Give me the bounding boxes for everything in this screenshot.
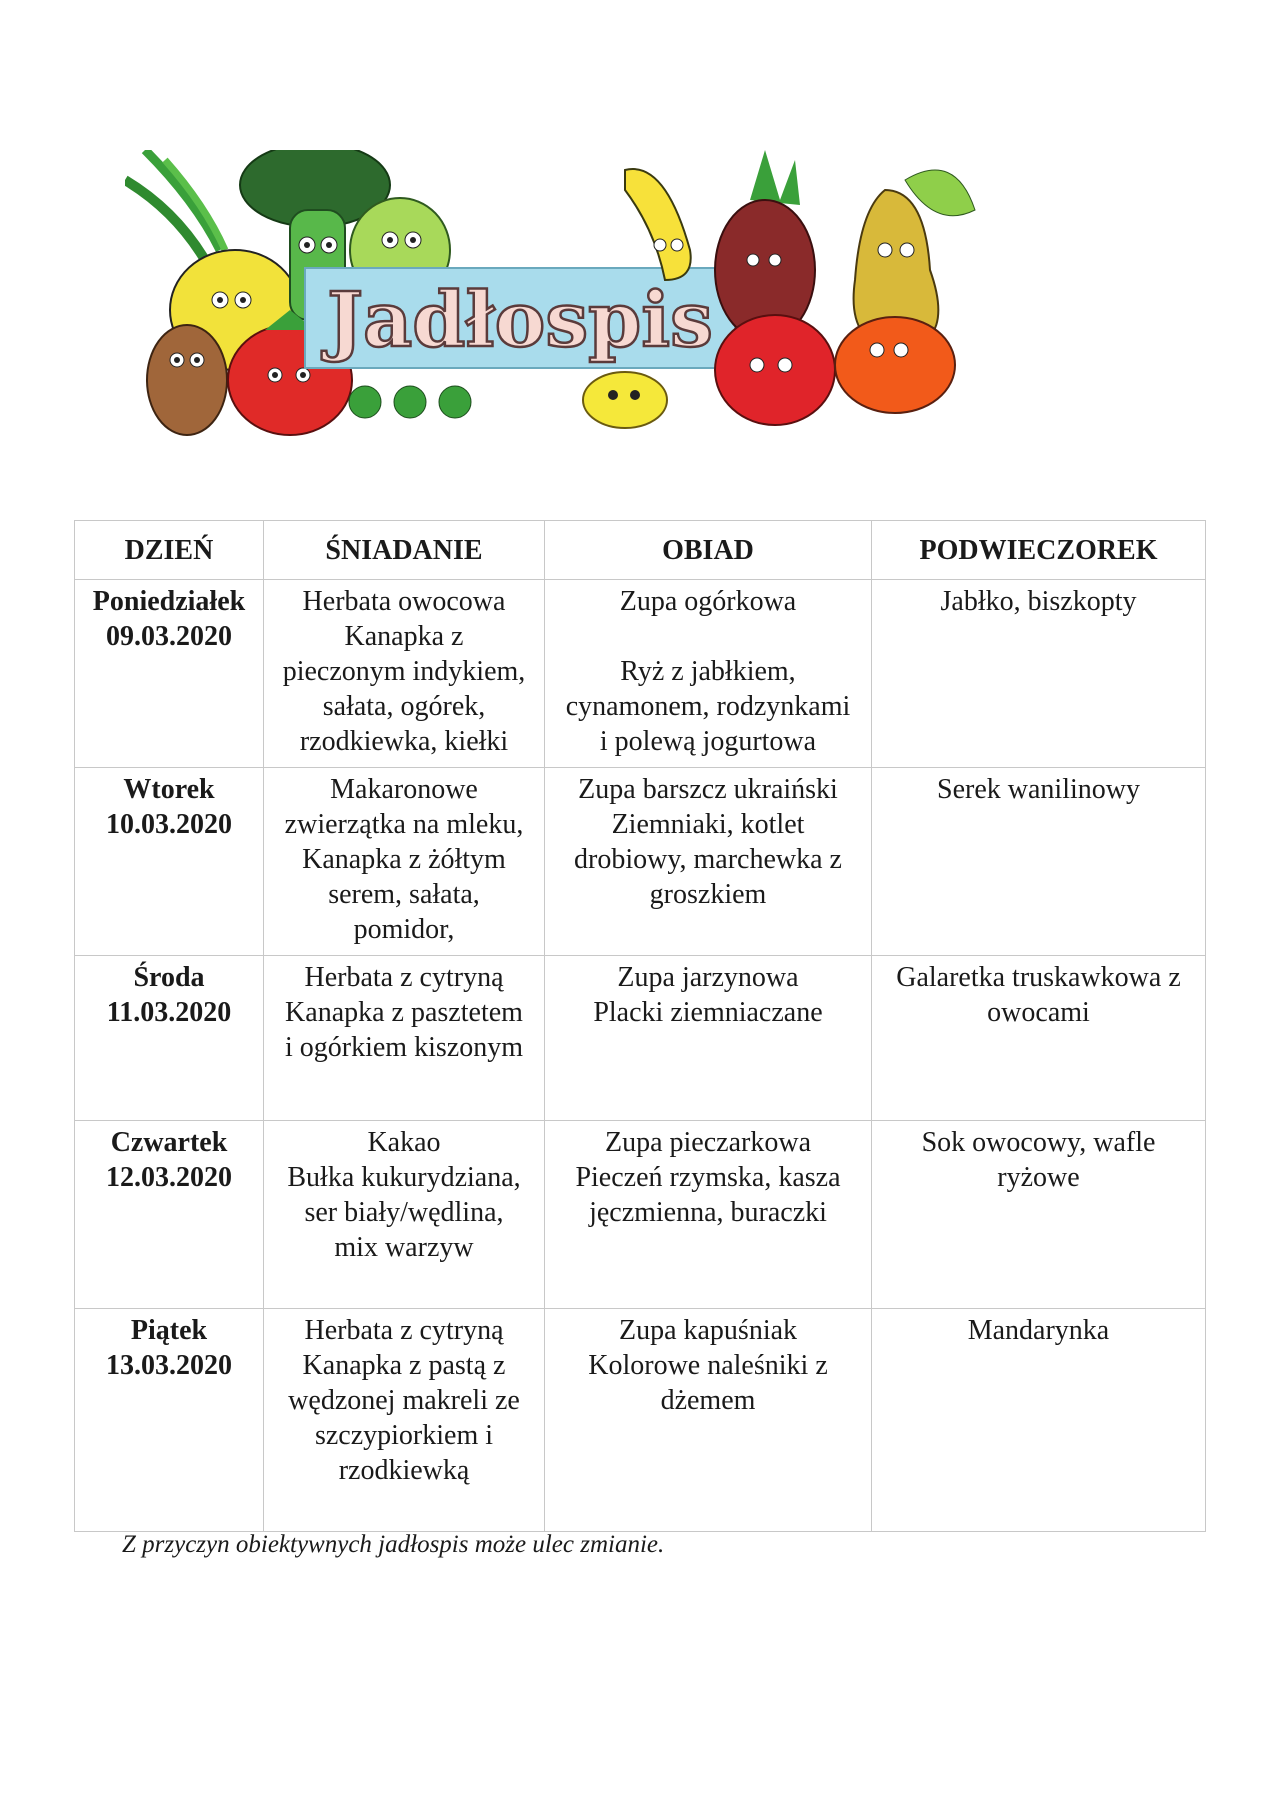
breakfast-line: Kanapka z pasztetem [285,997,523,1028]
breakfast-line: szczypiorkiem i [314,1420,494,1451]
lunch-line: i polewą jogurtowa [599,726,817,757]
breakfast-line: pieczonym indykiem, [282,656,526,687]
lunch-line: jęczmienna, buraczki [589,1197,827,1228]
menu-footnote: Z przyczyn obiektywnych jadłospis może ulec zmianie. [122,1531,665,1558]
header-lunch: OBIAD [545,521,872,580]
breakfast-cell [264,956,545,1121]
snack-cell [872,1121,1206,1309]
lunch-line: dżemem [660,1385,756,1416]
day-date: 10.03.2020 [106,809,232,840]
snack-cell [872,580,1206,768]
lunch-line: Ryż z jabłkiem, [620,656,796,687]
breakfast-line: Kakao [367,1127,441,1158]
breakfast-line: Makaronowe [330,774,478,805]
orange-illustration [835,317,955,413]
header-snack: PODWIECZOREK [872,521,1206,580]
lunch-line: Zupa barszcz ukraiński [578,774,838,805]
breakfast-line: Kanapka z [344,621,464,652]
lunch-line: Zupa ogórkowa [619,586,797,617]
breakfast-line: rzodkiewką [338,1455,470,1486]
breakfast-line: Kanapka z pastą z [302,1350,506,1381]
snack-line: Sok owocowy, wafle [921,1127,1156,1158]
breakfast-line: sałata, ogórek, [322,691,486,722]
table-row [75,1309,1206,1532]
breakfast-line: Bułka kukurydziana, [287,1162,521,1193]
breakfast-line: zwierzątka na mleku, [284,809,524,840]
lunch-line: Ziemniaki, kotlet [611,809,805,840]
day-cell [75,768,264,956]
day-date: 11.03.2020 [106,997,232,1028]
day-cell [75,956,264,1121]
day-name: Czwartek [110,1127,228,1158]
snack-line: ryżowe [997,1162,1080,1193]
header-day: DZIEŃ [75,521,264,580]
snack-cell [872,1309,1206,1532]
lunch-line: Zupa jarzynowa [617,962,799,993]
lunch-cell [545,1309,872,1532]
day-name: Środa [133,962,205,993]
breakfast-cell [264,768,545,956]
breakfast-line: wędzonej makreli ze [288,1385,520,1416]
apple-illustration [715,315,835,425]
lunch-line: cynamonem, rodzynkami [565,691,851,722]
snack-line: Galaretka truskawkowa z [896,962,1181,993]
breakfast-cell [264,1121,545,1309]
menu-table [74,520,1206,1532]
banana-illustration [625,169,691,280]
banner-title: Jadłospis [327,275,713,364]
breakfast-line: ser biały/wędlina, [304,1197,504,1228]
breakfast-cell [264,580,545,768]
lunch-line: Kolorowe naleśniki z [588,1350,828,1381]
lunch-line: Pieczeń rzymska, kasza [575,1162,841,1193]
fruit-vegetable-banner [125,150,1085,480]
snack-line: Mandarynka [967,1315,1110,1346]
peas-illustration [349,386,471,418]
snack-line: Jabłko, biszkopty [940,586,1137,617]
day-name: Wtorek [123,774,215,805]
lunch-cell [545,1121,872,1309]
snack-line: owocami [987,997,1090,1028]
breakfast-line: Kanapka z żółtym [302,844,506,875]
breakfast-cell [264,1309,545,1532]
breakfast-line: Herbata z cytryną [304,1315,504,1346]
breakfast-line: serem, sałata, [328,879,480,910]
breakfast-line: Herbata owocowa [302,586,506,617]
table-row [75,956,1206,1121]
pineapple-illustration [715,150,815,340]
day-date: 13.03.2020 [106,1350,232,1381]
breakfast-line: pomidor, [353,914,455,945]
breakfast-line: Herbata z cytryną [304,962,504,993]
breakfast-line: i ogórkiem kiszonym [285,1032,523,1063]
day-date: 09.03.2020 [106,621,232,652]
lunch-line: groszkiem [649,879,767,910]
breakfast-line: rzodkiewka, kiełki [299,726,509,757]
day-name: Piątek [130,1315,208,1346]
lunch-cell [545,768,872,956]
table-row [75,580,1206,768]
table-header-row [75,521,1206,580]
snack-cell [872,956,1206,1121]
potato-illustration [147,325,227,435]
snack-cell [872,768,1206,956]
day-cell [75,580,264,768]
lemon-illustration [583,372,667,428]
snack-line: Serek wanilinowy [937,774,1140,805]
lunch-spacer [551,619,865,654]
table-row [75,1121,1206,1309]
day-cell [75,1309,264,1532]
lunch-cell [545,956,872,1121]
lunch-line: drobiowy, marchewka z [574,844,842,875]
table-row [75,768,1206,956]
lunch-line: Zupa kapuśniak [618,1315,798,1346]
lunch-line: Zupa pieczarkowa [605,1127,811,1158]
lunch-line: Placki ziemniaczane [593,997,823,1028]
day-cell [75,1121,264,1309]
header-breakfast: ŚNIADANIE [264,521,545,580]
day-date: 12.03.2020 [106,1162,232,1193]
lunch-cell [545,580,872,768]
breakfast-line: mix warzyw [334,1232,474,1263]
day-name: Poniedziałek [92,586,246,617]
